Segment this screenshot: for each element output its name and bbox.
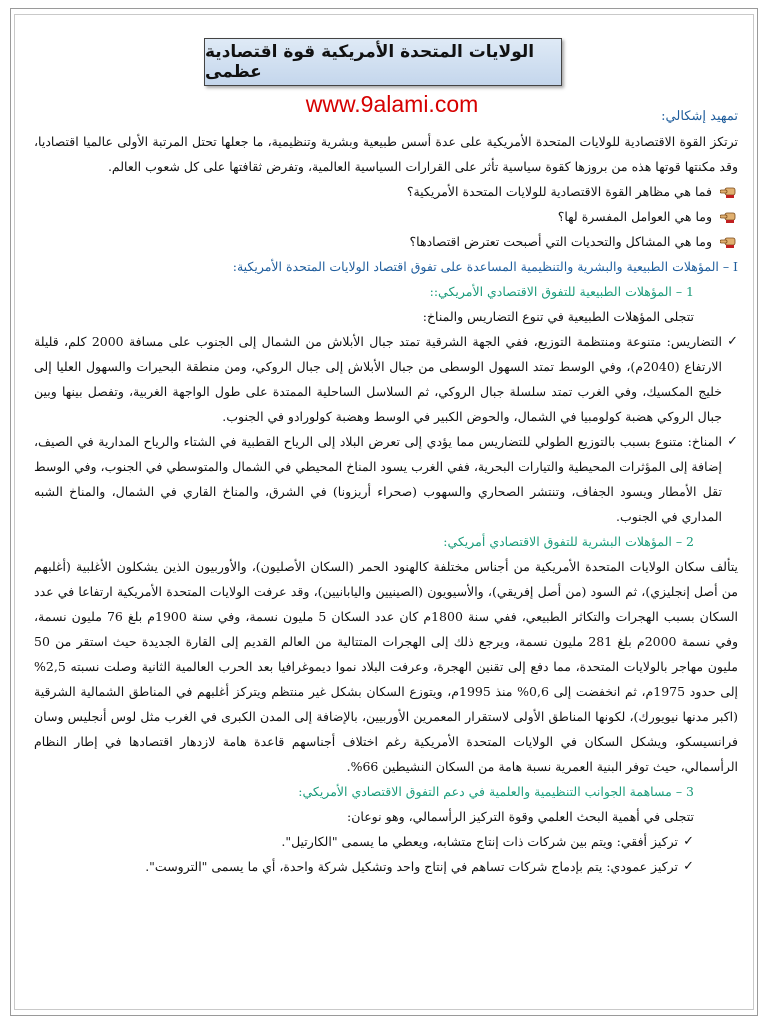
checkmark-icon: ✓ xyxy=(727,334,738,349)
title-banner xyxy=(204,38,562,86)
section-heading: I – المؤهلات الطبيعية والبشرية والتنظيمية المساعدة على تفوق اقتصاد الولايات المتحدة الأمريكية: xyxy=(232,259,738,274)
question-text: فما هي مظاهر القوة الاقتصادية للولايات المتحدة الأمريكية؟ xyxy=(406,184,712,199)
subsection-heading: 2 – المؤهلات البشرية للتفوق الاقتصادي أمريكي: xyxy=(443,534,694,549)
intro-paragraph: ترتكز القوة الاقتصادية للولايات المتحدة الأمريكية على عدة أسس طبيعية وبشرية وتنظيمية، ما جعلها تحتل المرتبة الأولى عالميا اقتصاديا، وقد مكنتها قوتها هذه من بروزها كقوة سياسية تأثر على القرارات السياسية العالمية، وتفرض ثقافتها على كل شعوب العالم. xyxy=(34,134,738,174)
list-item-text: تركيز أفقي: ويتم بين شركات ذات إنتاج متشابه، ويعطي ما يسمى "الكارتيل". xyxy=(281,834,678,849)
subsection-lead: تتجلى المؤهلات الطبيعية في تنوع التضاريس والمناخ: xyxy=(422,309,694,324)
question-item xyxy=(34,229,738,254)
checkmark-icon: ✓ xyxy=(683,834,694,849)
list-item xyxy=(34,854,738,879)
list-item xyxy=(34,429,738,529)
checkmark-icon: ✓ xyxy=(683,859,694,874)
list-item-text: تركيز عمودي: يتم بإدماج شركات تساهم في إنتاج واحد وتشكيل شركة واحدة، أي ما يسمى "التروست". xyxy=(145,859,678,874)
document-body xyxy=(34,104,738,879)
list-item xyxy=(34,829,738,854)
question-text: وما هي العوامل المفسرة لها؟ xyxy=(557,209,712,224)
intro-heading: تمهيد إشكالي: xyxy=(661,109,738,124)
question-item xyxy=(34,179,738,204)
question-text: وما هي المشاكل والتحديات التي أصبحت تعترض اقتصادها؟ xyxy=(409,234,712,249)
subsection-heading: 3 – مساهمة الجوانب التنظيمية والعلمية في دعم التفوق الاقتصادي الأمريكي: xyxy=(298,784,694,799)
subsection-heading: 1 – المؤهلات الطبيعية للتفوق الاقتصادي الأمريكي:: xyxy=(429,284,694,299)
page-title: الولايات المتحدة الأمريكية قوة اقتصادية عظمى xyxy=(205,42,535,82)
list-item-text: التضاريس: متنوعة ومنتظمة التوزيع، ففي الجهة الشرقية تمتد جبال الأبلاش من الشمال إلى الجنوب على مسافة 2000 كلم، قليلة الارتفاع (2040م)، وفي الوسط تمتد السهول الوسطى من جبال الأبلاش إلى جبال الروكي، ومن منطقة البحيرات والسهول العليا إلى خليج المكسيك، وفي الغرب تمتد سلسلة جبال الروكي، ثم السلاسل الساحلية الممتدة على طول الواجهة الغربية، وتفصل بينها وبين جبال الروكي هضبة كولومبيا في الشمال، والحوض الكبير في الوسط وهضبة كولورادو في الجنوب. xyxy=(34,334,723,424)
question-item xyxy=(34,204,738,229)
hand-pointer-icon xyxy=(720,185,736,199)
hand-pointer-icon xyxy=(720,210,736,224)
subsection-paragraph: يتألف سكان الولايات المتحدة الأمريكية من أجناس مختلفة كالهنود الحمر (السكان الأصليون)، والأوربيون الذين يشكلون الأغلبية (أغلبهم من أصل إنجليزي)، ثم السود (من أصل إفريقي)، والأسيويون (الصينيين واليابانيين)، وقد عرفت الولايات المتحدة الأمريكية ارتفاعا في عدد السكان بسبب الهجرات والتكاثر الطبيعي، ففي سنة 1800م كان عدد السكان 5 مليون نسمة، وفي سنة 1900م بلغ 76 مليون نسمة، وفي نسمة 2000م بلغ 281 مليون نسمة، ويرجع ذلك إلى الهجرات المتتالية من العالم القديم إلى القارة الجديدة حيث استقر من 50 مليون مهاجر بالولايات المتحدة، مما دفع إلى تقنين الهجرة، وعرفت البلاد نموا ديموغرافيا بعد الحرب العالمية الثانية وصلت نسبته 2,5% إلى حدود 1975م، ثم انخفضت إلى 0,6% منذ 1995م، ويتوزع السكان بشكل غير منتظم ويتركز أغلبهم في المناطق الشمالية الشرقية (اكبر مدنها نيويورك)، لكونها المناطق الأولى لاستقرار المعمرين الأوربيين، بالإضافة إلى المدن الكبرى في الغرب مثل لوس أنجليس وسان فرانسيسكو، ويشكل السكان في الولايات المتحدة الأمريكية رغم اختلاف أجناسهم قاعدة هامة لازدهار اقتصادها في إطار النظام الرأسمالي، حيث توفر البنية العمرية نسبة هامة من السكان النشيطين 66%. xyxy=(34,559,738,774)
list-item-text: المناخ: متنوع بسبب بالتوزيع الطولي للتضاريس مما يؤدي إلى تعرض البلاد إلى الرياح القطبية في الشتاء والرياح المدارية في الصيف، إضافة إلى المؤثرات المحيطية والتيارات البحرية، ففي الغرب يسود المناخ المحيطي في الشمال والمتوسطي في الجنوب، وفي الوسط تقل الأمطار ويسود الجفاف، وتنتشر الصحاري والسهوب (صحراء أريزونا) في الشرق، والمناخ القاري في الشمال، والمناخ الشبه المداري في الجنوب. xyxy=(34,434,722,524)
hand-pointer-icon xyxy=(720,235,736,249)
list-item xyxy=(34,329,738,429)
site-watermark: www.9alami.com xyxy=(305,91,479,117)
checkmark-icon: ✓ xyxy=(727,434,738,449)
subsection-lead: تتجلى في أهمية البحث العلمي وقوة التركيز الرأسمالي، وهو نوعان: xyxy=(347,809,694,824)
